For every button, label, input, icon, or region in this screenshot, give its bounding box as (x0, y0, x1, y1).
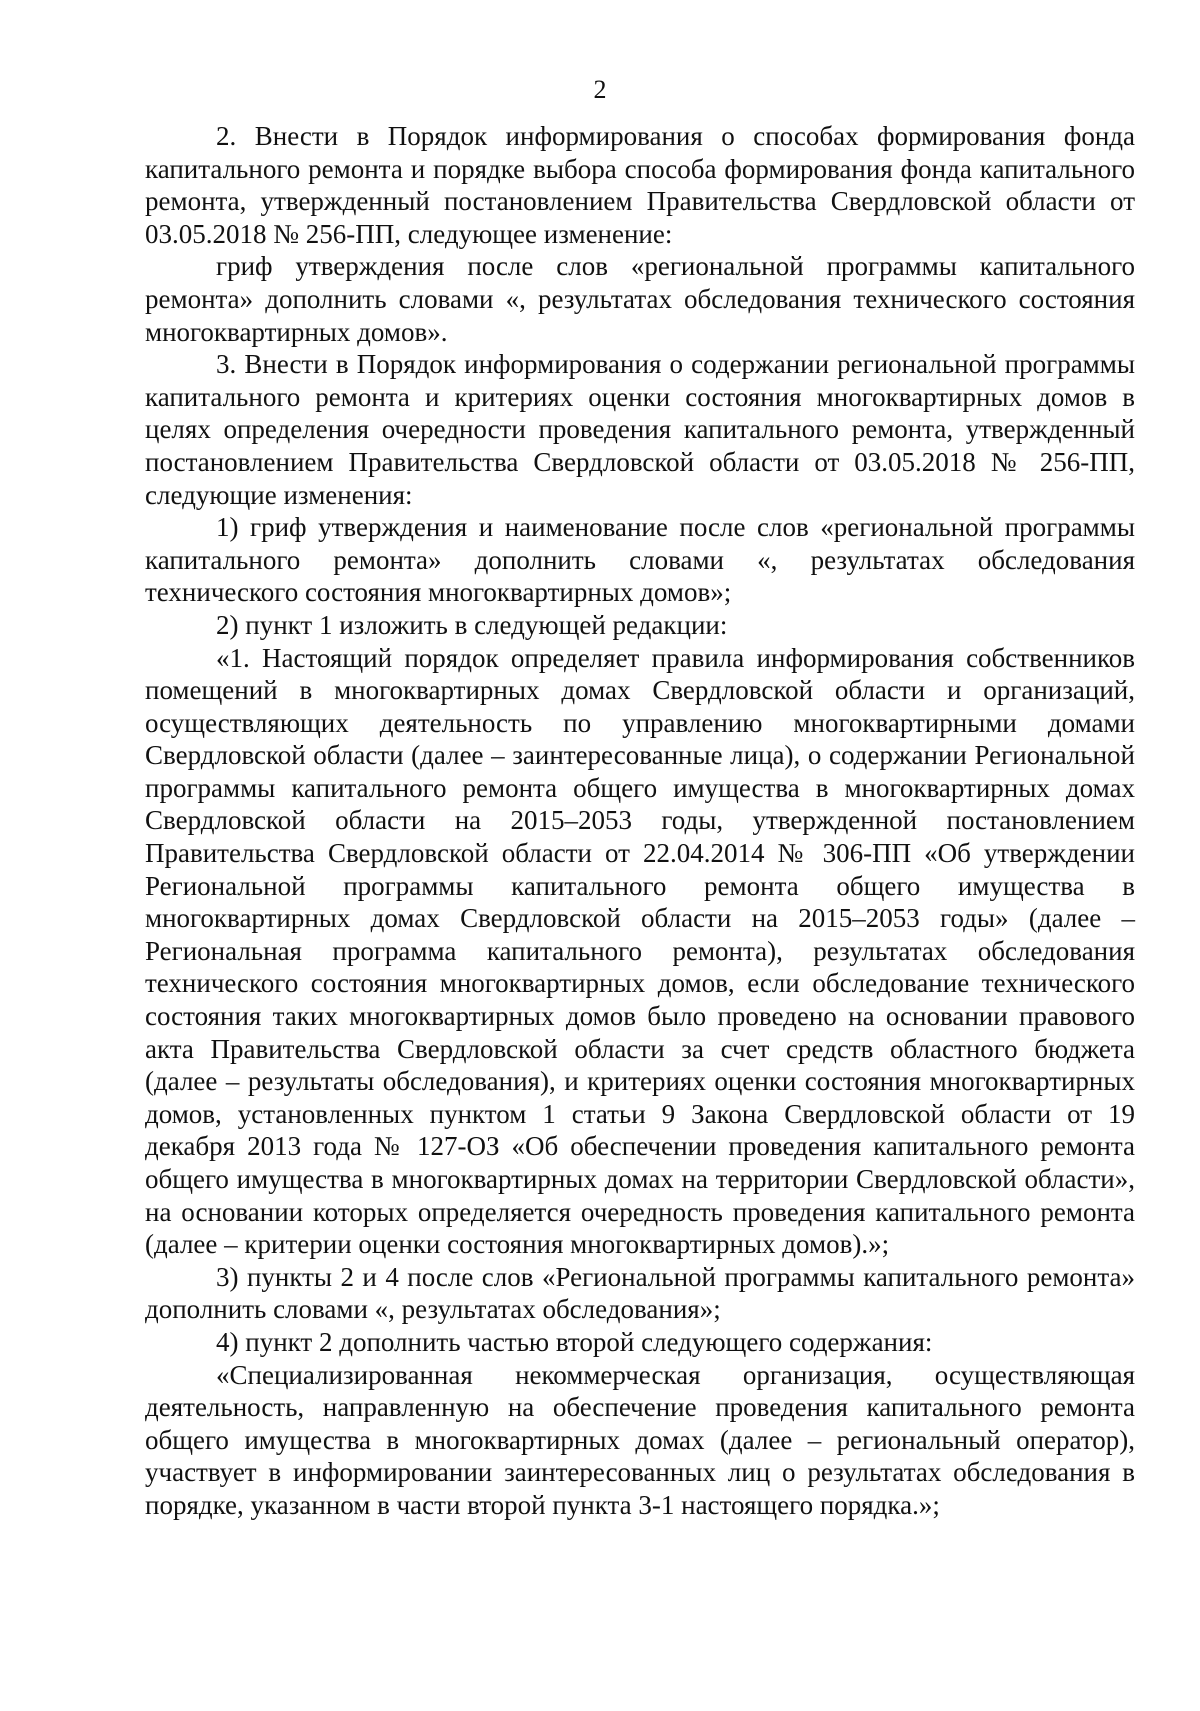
paragraph-subitem-2: 2) пункт 1 изложить в следующей редакции: (216, 609, 728, 640)
paragraph-new-clause-1: «1. Настоящий порядок определяет правила информирования собственников помещений в многоквартирных домах Свердловской области и организаций, осуществляющих деятельность по управлению многоквартирными домами Свердловской области (далее – заинтересованные лица), о содержании Региональной программы капитального ремонта общего имущества в многоквартирных домах Свердловской области на 2015–2053 годы, утвержденной постановлением Правительства Свердловской области от 22.04.2014 № 306-ПП «Об утверждении Региональной программы капитального ремонта общего имущества в многоквартирных домах Свердловской области на 2015–2053 годы» (далее – Региональная программа капитального ремонта), результатах обследования технического состояния многоквартирных домов, если обследование технического состояния таких многоквартирных домов было проведено на основании правового акта Правительства Свердловской области за счет средств областного бюджета (далее – результаты обследования), и критериях оценки состояния многоквартирных домов, установленных пунктом 1 статьи 9 Закона Свердловской области от 19 декабря 2013 года № 127-ОЗ «Об обеспечении проведения капитального ремонта общего имущества в многоквартирных домах на территории Свердловской области», на основании которых определяется очередность проведения капитального ремонта (далее – критерии оценки состояния многоквартирных домов).»; (145, 642, 1135, 1260)
paragraph-subitem-4: 4) пункт 2 дополнить частью второй следующего содержания: (216, 1326, 933, 1357)
paragraph-subitem-1: 1) гриф утверждения и наименование после слов «региональной программы капитального ремонта» дополнить словами «, результатах обследования технического состояния многоквартирных домов»; (145, 512, 1135, 608)
paragraph-item-3: 3. Внести в Порядок информирования о содержании региональной программы капитального ремонта и критериях оценки состояния многоквартирных домов в целях определения очередности проведения капитального ремонта, утвержденный постановлением Правительства Свердловской области от 03.05.2018 № 256-ПП, следующие изменения: (145, 349, 1135, 510)
paragraph-item-2: 2. Внести в Порядок информирования о способах формирования фонда капитального ремонта и порядке выбора способа формирования фонда капитального ремонта, утвержденный постановлением Правительства Свердловской области от 03.05.2018 № 256-ПП, следующее изменение: (145, 121, 1135, 249)
page-number: 2 (593, 75, 607, 104)
paragraph-subitem-3: 3) пункты 2 и 4 после слов «Региональной программы капитального ремонта» дополнить словами «, результатах обследования»; (145, 1261, 1135, 1325)
document-body (145, 120, 1135, 1522)
paragraph-regional-operator: «Специализированная некоммерческая организация, осуществляющая деятельность, направленную на обеспечение проведения капитального ремонта общего имущества в многоквартирных домах (далее – региональный оператор), участвует в информировании заинтересованных лиц о результатах обследования в порядке, указанном в части второй пункта 3-1 настоящего порядка.»; (145, 1359, 1135, 1520)
paragraph-grif-change: гриф утверждения после слов «региональной программы капитального ремонта» дополнить словами «, результатах обследования технического состояния многоквартирных домов». (145, 251, 1135, 347)
